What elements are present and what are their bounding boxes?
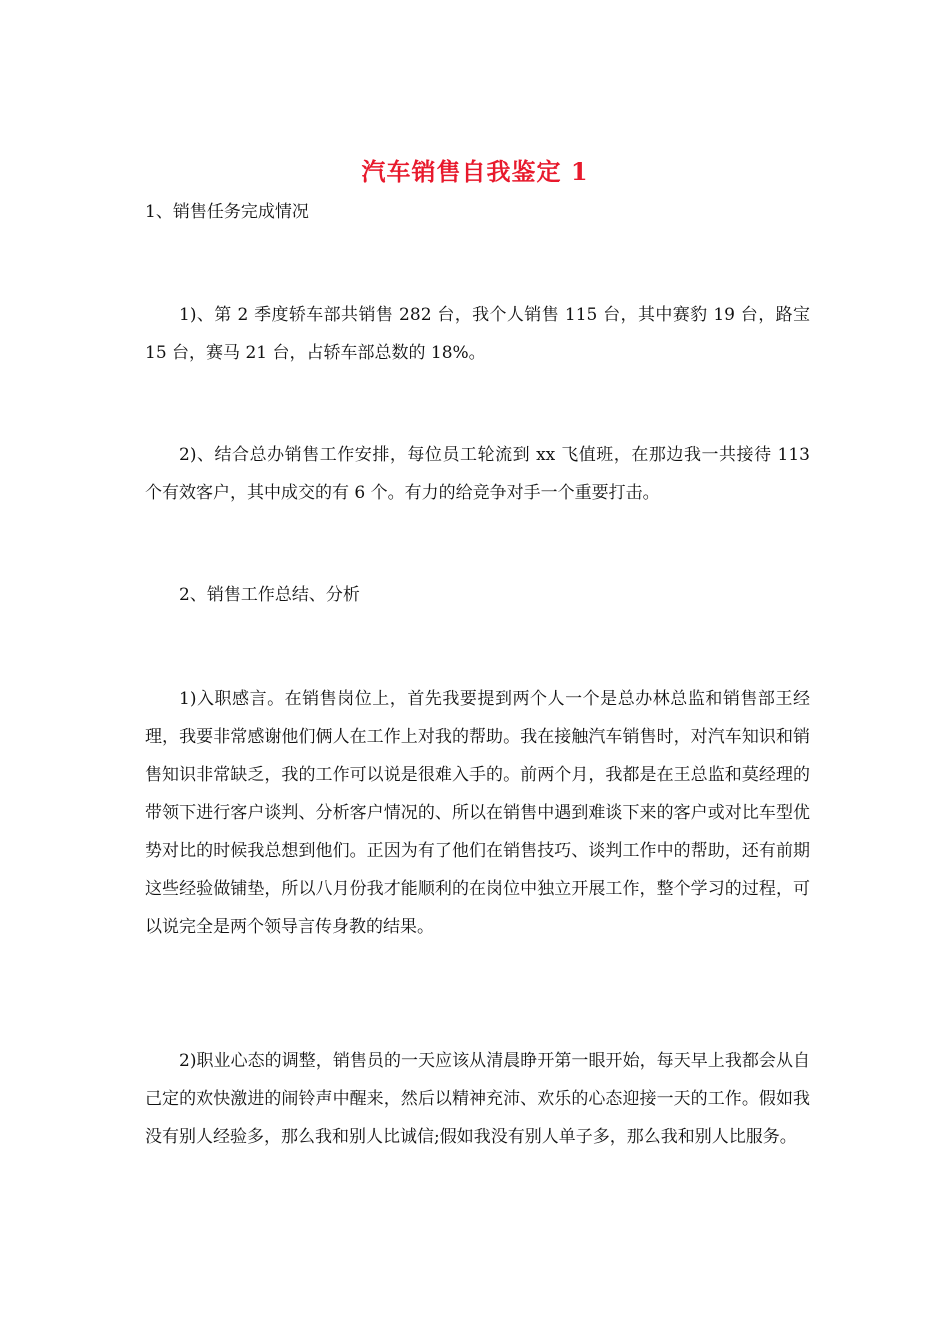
- paragraph-onboarding-remarks: 1)入职感言。在销售岗位上，首先我要提到两个人一个是总办林总监和销售部王经理，我要非常感谢他们俩人在工作上对我的帮助。我在接触汽车销售时，对汽车知识和销售知识非常缺乏，我的工作可以说是很难入手的。前两个月，我都是在王总监和莫经理的带领下进行客户谈判、分析客户情况的、所以在销售中遇到难谈下来的客户或对比车型优势对比的时候我总想到他们。正因为有了他们在销售技巧、谈判工作中的帮助，还有前期这些经验做铺垫，所以八月份我才能顺利的在岗位中独立开展工作，整个学习的过程，可以说完全是两个领导言传身教的结果。: [145, 689, 810, 937]
- section-heading-sales-tasks: 1、销售任务完成情况: [145, 202, 309, 222]
- paragraph-q2-sales: 1)、第 2 季度轿车部共销售 282 台，我个人销售 115 台，其中赛豹 19 台，路宝 15 台，赛马 21 台，占轿车部总数的 18%。: [145, 305, 810, 363]
- paragraph-mindset-adjustment: 2)职业心态的调整，销售员的一天应该从清晨睁开第一眼开始，每天早上我都会从自己定的欢快激进的闹铃声中醒来，然后以精神充沛、欢乐的心态迎接一天的工作。假如我没有别人经验多，那么我和别人比诚信;假如我没有别人单子多，那么我和别人比服务。: [145, 1051, 810, 1147]
- paragraph-duty-shift: 2)、结合总办销售工作安排，每位员工轮流到 xx 飞值班，在那边我一共接待 113 个有效客户，其中成交的有 6 个。有力的给竞争对手一个重要打击。: [145, 445, 810, 503]
- section-heading-summary-analysis: 2、销售工作总结、分析: [179, 585, 360, 605]
- document-title: 汽车销售自我鉴定 1: [361, 157, 589, 186]
